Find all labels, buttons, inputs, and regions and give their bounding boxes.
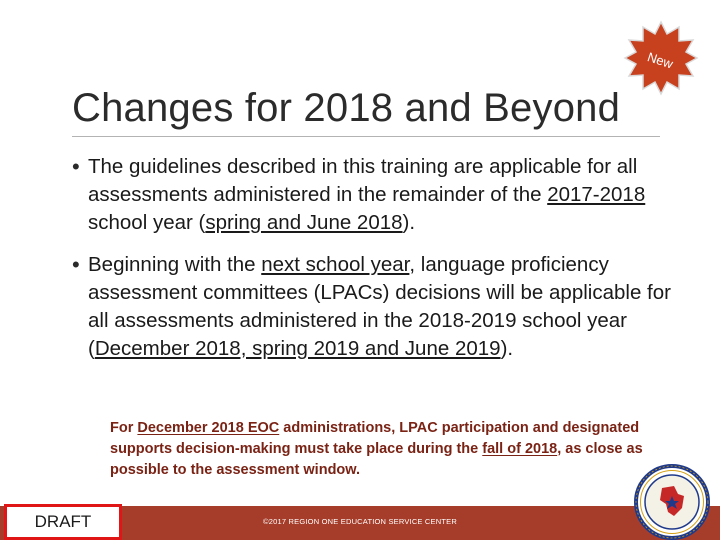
- bullet-icon: •: [72, 154, 80, 179]
- underlined-term: 2017-2018: [547, 183, 646, 206]
- underlined-term: spring and June 2018: [205, 211, 403, 234]
- underlined-term: December 2018 EOC: [137, 420, 280, 436]
- underlined-term: fall of 2018: [482, 441, 558, 457]
- page-title: Changes for 2018 and Beyond: [72, 86, 621, 130]
- bullet-text: The guidelines described in this training are applicable for all assessments administered in the remainder of the 2017-2018 school year (spring and June 2018).: [88, 155, 646, 234]
- bullet-text: Beginning with the next school year, language proficiency assessment committees (LPACs) decisions will be applicable for all assessments administered in the 2018-2019 school year (December 2018, spring 2019 and June 2019).: [88, 253, 671, 360]
- title-divider: [72, 136, 660, 137]
- underlined-term: next school year: [261, 253, 410, 276]
- eoc-note: For December 2018 EOC administrations, LPAC participation and designated supports decision-making must take place during the fall of 2018, as close as possible to the assessment window.: [110, 420, 643, 478]
- bullet-item: [72, 251, 672, 363]
- underlined-term: December 2018, spring 2019 and June 2019: [94, 337, 501, 360]
- copyright-text: ©2017 REGION ONE EDUCATION SERVICE CENTER: [263, 517, 457, 526]
- badge-label: New: [645, 49, 675, 72]
- draft-label: DRAFT: [4, 504, 122, 540]
- bullet-icon: •: [72, 252, 80, 277]
- region-one-seal-icon: [632, 462, 712, 540]
- bullet-item: [72, 153, 672, 237]
- bullet-list: [72, 153, 672, 377]
